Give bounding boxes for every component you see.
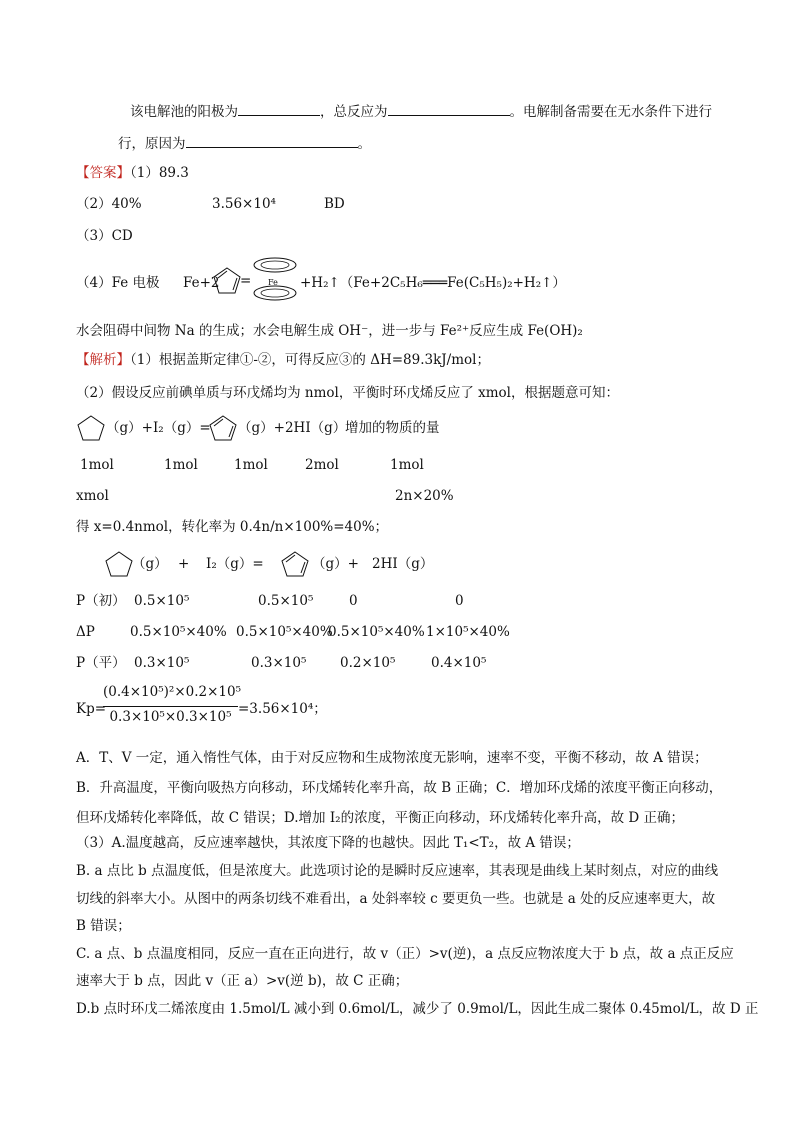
- p-delta-label: ΔP: [76, 624, 95, 640]
- fraction-bar: [103, 706, 238, 707]
- p-init-label: P（初）: [76, 593, 126, 609]
- ferrocene-fe-label: Fe: [268, 278, 278, 287]
- p-init-cell: 0: [455, 593, 464, 609]
- analysis-p2: （2）假设反应前碘单质与环戊烯均为 nmol，平衡时环戊烯反应了 xmol，根据题意可知：: [76, 385, 619, 401]
- row1-cell: 1mol: [164, 457, 198, 473]
- p-init-cell: 0.5×10⁵: [134, 593, 190, 609]
- eq2-plus: +: [178, 556, 190, 572]
- kp-result: =3.56×10⁴；: [238, 701, 327, 717]
- answer-label: 【答案】: [76, 165, 130, 181]
- answer-line-1: [76, 164, 189, 182]
- row2-cell: xmol: [76, 488, 109, 504]
- question-line-2: [118, 133, 371, 153]
- answer-a4-reason: 水会阻碍中间物 Na 的生成；水会电解生成 OH⁻，进一步与 Fe²⁺反应生成 Fe(OH)₂: [76, 323, 583, 339]
- part3-b-line-2: 切线的斜率大小。从图中的两条切线不难看出，a 处斜率较 c 要更负一些。也就是 a 处的反应速率更大，故: [76, 891, 716, 907]
- option-b-line-1: B．升高温度，平衡向吸热方向移动，环戊烯转化率升高，故 B 正确；C．增加环戊烯的浓度平衡正向移动，: [76, 780, 723, 796]
- p-delta-cell: 0.5×10⁵×40%: [130, 624, 227, 640]
- cyclopentadiene-structure-icon: [208, 414, 238, 442]
- row1-cell: 2mol: [305, 457, 339, 473]
- answer-a4-tail: +H₂↑（Fe+2C₅H₆═══Fe(C₅H₅)₂+H₂↑）: [300, 275, 566, 291]
- part3-d: D.b 点时环戊二烯浓度由 1.5mol/L 减小到 0.6mol/L，减少了 0.9mol/L，因此生成二聚体 0.45mol/L，故 D 正: [76, 1001, 759, 1017]
- intro-text: 行，原因为: [118, 136, 186, 152]
- eq2-part-1: （g）: [132, 556, 168, 572]
- cyclopentadiene-structure-icon: [212, 266, 242, 296]
- part3-a: （3）A.温度越高，反应速率越快，其浓度下降的也越快。因此 T₁<T₂，故 A 错误；: [76, 835, 580, 851]
- eq1-part-3: 增加的物质的量: [345, 420, 440, 436]
- part3-b-line-1: B. a 点比 b 点温度低，但是浓度大。此选项讨论的是瞬时反应速率，其表现是曲线上某时刻点，对应的曲线: [76, 863, 719, 879]
- row1-cell: 1mol: [390, 457, 424, 473]
- p-init-cell: 0: [349, 593, 358, 609]
- intro-text: 。: [357, 136, 371, 152]
- p-eq-cell: 0.3×10⁵: [251, 655, 307, 671]
- eq2-i2: I₂（g）=: [206, 556, 264, 572]
- intro-text: 。电解制备需要在无水条件下进行: [509, 104, 712, 120]
- kp-denominator: 0.3×10⁵×0.3×10⁵: [109, 709, 232, 725]
- option-b-line-2: 但环戊烯转化率降低，故 C 错误；D.增加 I₂的浓度，平衡正向移动，环戊烯转化率升高，故 D 正确；: [76, 810, 684, 826]
- answer-a2-num: （2）40%: [76, 196, 142, 212]
- answer-blank: [186, 133, 358, 148]
- eq1-part-2: （g）+2HI（g）: [238, 420, 347, 436]
- analysis-result: 得 x=0.4nmol，转化率为 0.4n/n×100%=40%；: [76, 519, 389, 535]
- answer-a2-bd: BD: [324, 196, 345, 212]
- p-init-cell: 0.5×10⁵: [258, 593, 314, 609]
- answer-a4-lead: （4）Fe 电极: [76, 275, 160, 291]
- part3-c-line-2: 速率大于 b 点，因此 v（正 a）>v(逆 b)，故 C 正确；: [76, 973, 409, 989]
- analysis-label: 【解析】: [76, 352, 130, 368]
- cyclopentene-structure-icon: [104, 550, 134, 578]
- eq2-part-2: （g）+: [312, 556, 359, 572]
- eq2-hi: 2HI（g）: [372, 556, 434, 572]
- answer-blank: [238, 101, 320, 116]
- answer-blank: [388, 101, 510, 116]
- p-eq-cell: 0.2×10⁵: [340, 655, 396, 671]
- p-delta-cell: 0.5×10⁵×40%: [328, 624, 425, 640]
- answer-a3: （3）CD: [76, 228, 133, 244]
- row1-cell: 1mol: [234, 457, 268, 473]
- eq1-part-1: （g）+I₂（g）=: [106, 420, 211, 436]
- row2-cell: 2n×20%: [395, 488, 454, 504]
- p-delta-cell: 0.5×10⁵×40%: [236, 624, 333, 640]
- row1-cell: 1mol: [80, 457, 114, 473]
- analysis-line-1: [76, 351, 490, 369]
- p-delta-cell: 1×10⁵×40%: [426, 624, 510, 640]
- kp-numerator: (0.4×10⁵)²×0.2×10⁵: [103, 684, 241, 700]
- p-eq-label: P（平）: [76, 655, 126, 671]
- kp-label: Kp=: [76, 701, 107, 717]
- cyclopentene-structure-icon: [76, 414, 106, 442]
- cyclopentadiene-structure-icon: [280, 550, 310, 578]
- question-line-1: [130, 101, 712, 121]
- p-eq-cell: 0.4×10⁵: [431, 655, 487, 671]
- answer-text: （1）89.3: [130, 165, 189, 181]
- intro-text: ，总反应为: [320, 104, 388, 120]
- part3-c-line-1: C. a 点、b 点温度相同，反应一直在正向进行，故 v（正）>v(逆)，a 点反应物浓度大于 b 点，故 a 点正反应: [76, 946, 734, 962]
- kp-fraction: [103, 684, 241, 728]
- intro-text: 该电解池的阳极为: [130, 104, 238, 120]
- answer-a4-eq: =: [240, 273, 252, 289]
- part3-b-line-3: B 错误；: [76, 918, 131, 934]
- option-a: A．T、V 一定，通入惰性气体，由于对反应物和生成物浓度无影响，速率不变，平衡不移动，故 A 错误；: [76, 750, 708, 766]
- p-eq-cell: 0.3×10⁵: [134, 655, 190, 671]
- answer-a2-k: 3.56×10⁴: [212, 196, 276, 212]
- answer-a4-fe: Fe+2: [183, 275, 220, 291]
- analysis-text: （1）根据盖斯定律①-②，可得反应③的 ΔH=89.3kJ/mol；: [130, 352, 490, 368]
